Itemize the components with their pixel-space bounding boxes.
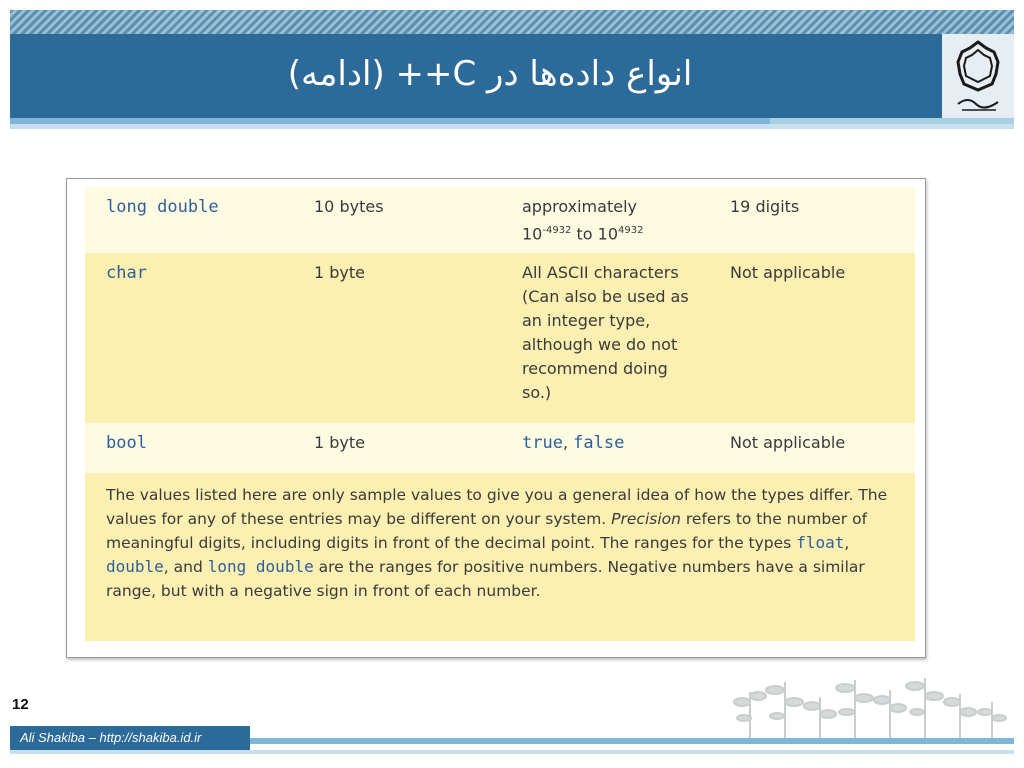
- size-cell: 1 byte: [314, 433, 366, 452]
- note-type-long-double: long double: [207, 557, 314, 576]
- range-separator: ,: [562, 433, 574, 452]
- range-false: false: [573, 433, 625, 453]
- note-part-3: are the ranges for positive numbers. Negative numbers have a similar range, but with a negative sign in front of each number.: [106, 558, 865, 600]
- table-note-row: [85, 473, 915, 641]
- university-logo-icon: [942, 34, 1014, 118]
- type-cell: char: [106, 263, 147, 283]
- range-cell: All ASCII characters (Can also be used as an integer type, although we do not recommend doing so.): [522, 263, 689, 402]
- header-stripes: [10, 10, 1014, 34]
- range-exponent-high: 4932: [618, 225, 644, 236]
- footer-credit: Ali Shakiba – http://shakiba.id.ir: [20, 730, 202, 745]
- note-precision-word: Precision: [611, 510, 681, 528]
- precision-cell: Not applicable: [730, 263, 846, 282]
- range-cell: [522, 195, 702, 246]
- range-base: 10: [522, 224, 543, 244]
- plants-decoration-icon: [730, 672, 1010, 742]
- page-number: 12: [12, 696, 29, 713]
- size-cell: 1 byte: [314, 263, 366, 282]
- table-row: [85, 423, 915, 473]
- footer-line-light: [10, 750, 1014, 754]
- precision-cell: 19 digits: [730, 197, 800, 216]
- precision-cell: Not applicable: [730, 433, 846, 452]
- note-sep-1: ,: [844, 534, 850, 552]
- size-cell: 10 bytes: [314, 197, 384, 216]
- range-text: approximately: [522, 197, 637, 216]
- range-to: to 10: [571, 224, 619, 244]
- data-types-table: [66, 178, 926, 658]
- range-cell: [522, 431, 702, 455]
- footer-line: [250, 738, 1014, 744]
- range-exponent-low: -4932: [542, 225, 572, 236]
- title-underline-light: [10, 124, 1014, 129]
- table-row: [85, 187, 915, 253]
- table-note: [106, 483, 906, 603]
- range-true: true: [522, 433, 563, 453]
- type-cell: long double: [106, 197, 219, 217]
- slide-title: انواع داده‌ها در C++ (ادامه): [287, 54, 693, 94]
- note-sep-2: , and: [163, 558, 208, 576]
- type-cell: bool: [106, 433, 147, 453]
- table-row: [85, 253, 915, 423]
- note-part-2: refers to the number of meaningful digits, including digits in front of the decimal point. The ranges for the types: [106, 510, 868, 552]
- note-type-float: float: [796, 533, 845, 552]
- note-type-double: double: [106, 557, 164, 576]
- note-part-1: The values listed here are only sample values to give you a general idea of how the types differ. The values for any of these entries may be different on your system.: [106, 486, 888, 528]
